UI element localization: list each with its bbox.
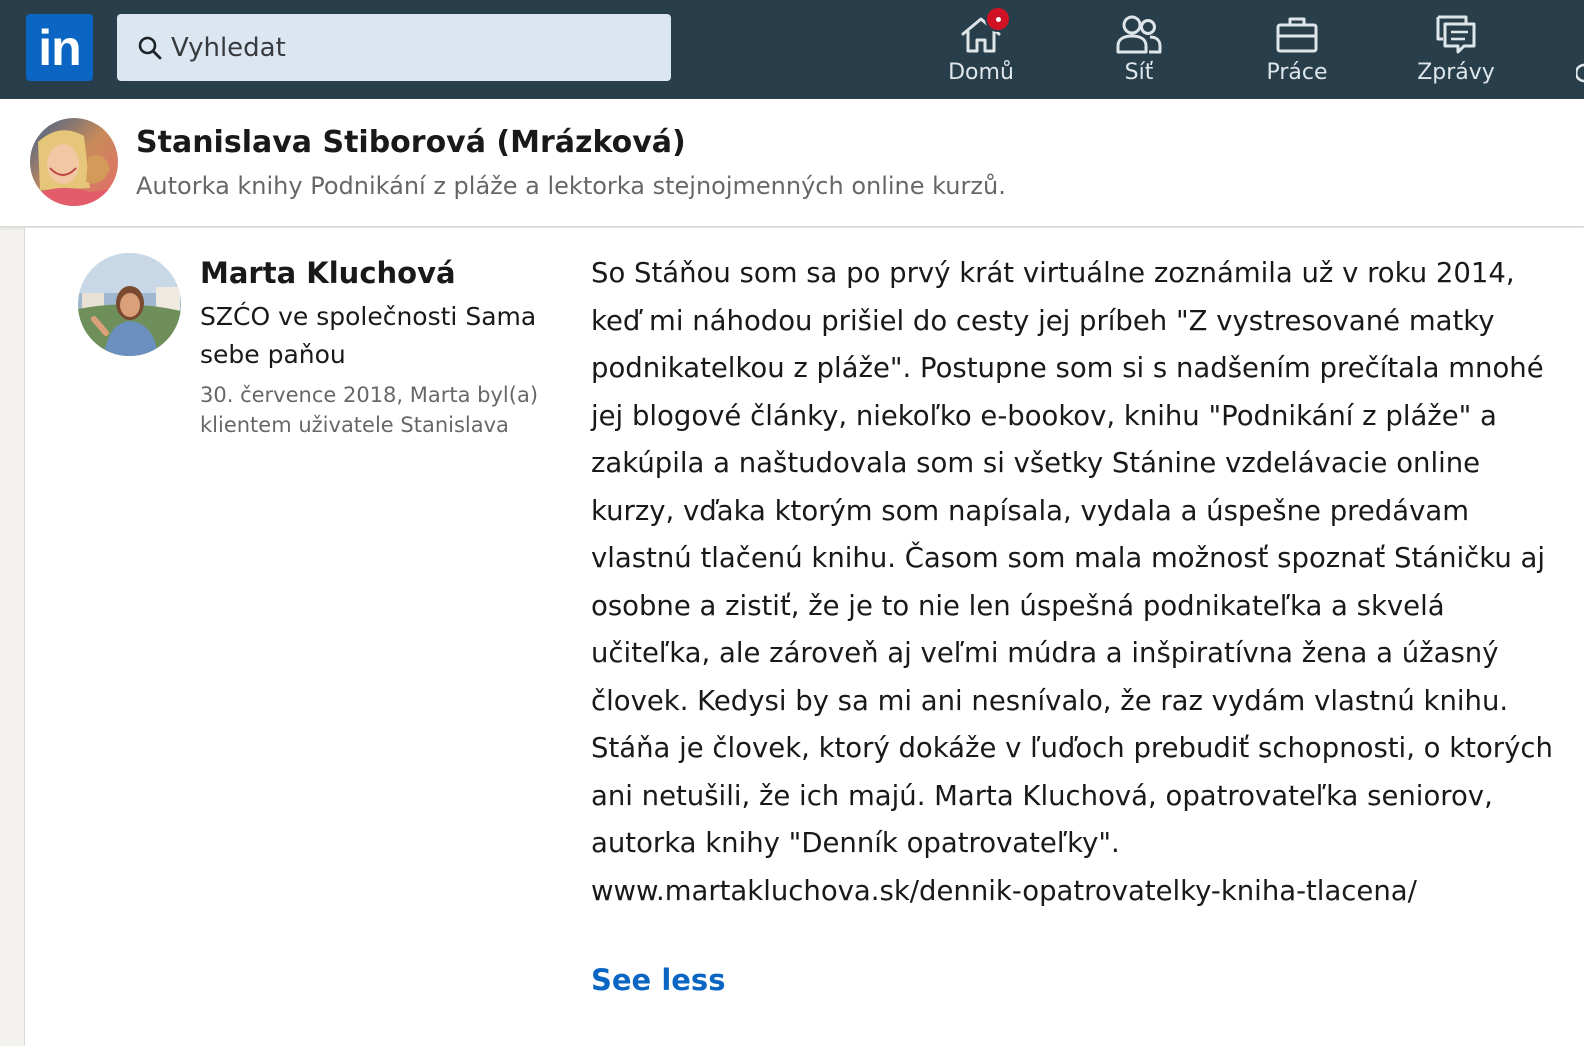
search-input[interactable]: [171, 18, 651, 78]
top-navigation: [0, 0, 1584, 99]
profile-avatar[interactable]: [30, 118, 118, 206]
profile-name[interactable]: Stanislava Stiborová (Mrázková): [136, 125, 686, 160]
search-box[interactable]: [117, 14, 671, 81]
nav-item-jobs[interactable]: [1237, 12, 1357, 92]
home-icon: [957, 12, 1005, 56]
linkedin-logo[interactable]: [26, 14, 93, 81]
nav-item-home[interactable]: [921, 12, 1041, 92]
messaging-icon: [1432, 12, 1480, 56]
nav-label-messaging: Zprávy: [1417, 60, 1495, 85]
nav-label-jobs: Práce: [1266, 60, 1328, 85]
briefcase-icon: [1273, 12, 1321, 56]
nav-item-notifications-partial[interactable]: [1576, 62, 1584, 84]
nav-item-messaging[interactable]: [1396, 12, 1516, 92]
recommender-avatar[interactable]: [78, 253, 181, 356]
recommendation-card: [24, 228, 1584, 1046]
notification-badge: [985, 6, 1011, 32]
recommendation-meta: 30. července 2018, Marta byl(a) klientem uživatele Stanislava: [200, 383, 539, 437]
recommender-name[interactable]: Marta Kluchová: [200, 256, 456, 290]
see-less-button[interactable]: See less: [591, 963, 726, 997]
nav-label-home: Domů: [948, 60, 1014, 85]
search-icon: [137, 35, 163, 61]
recommender-headline: SZĆO ve společnosti Sama sebe paňou: [200, 302, 537, 369]
network-icon: [1115, 12, 1163, 56]
nav-item-network[interactable]: [1079, 12, 1199, 92]
recommendation-text: So Stáňou som sa po prvý krát virtuálne zoznámila už v roku 2014, keď mi náhodou prišiel do cesty jej príbeh "Z vystresované matky podnikatelkou z pláže". Postupne som si s nadšením prečítala mnohé jej blogové články, niekoľko e-bookov, knihu "Podnikání z pláže" a zakúpila a naštudovala som si všetky Stánine vzdelávacie online kurzy, vďaka ktorým som napísala, vydala a úspešne predávam vlastnú tlačenú knihu. Časom som mala možnosť spoznať Stáničku aj osobne a zistiť, že je to nie len úspešná podnikateľka a skvelá učiteľka, ale zároveň aj veľmi múdra a inšpiratívna žena a úžasný človek. Kedysi by sa mi ani nesnívalo, že raz vydám vlastnú knihu. Stáňa je človek, ktorý dokáže v ľuďoch prebudiť schopnosti, o ktorých ani netušili, že ich majú. Marta Kluchová, opatrovateľka seniorov, autorka knihy "Denník opatrovateľky". www.martakluchova.sk/dennik-opatrovatelky-kniha-tlacena/: [591, 257, 1553, 907]
profile-headline: Autorka knihy Podnikání z pláže a lektorka stejnojmenných online kurzů.: [136, 172, 1006, 200]
linkedin-logo-text: in: [38, 19, 81, 76]
profile-header: [0, 99, 1584, 227]
nav-label-network: Síť: [1124, 60, 1154, 85]
